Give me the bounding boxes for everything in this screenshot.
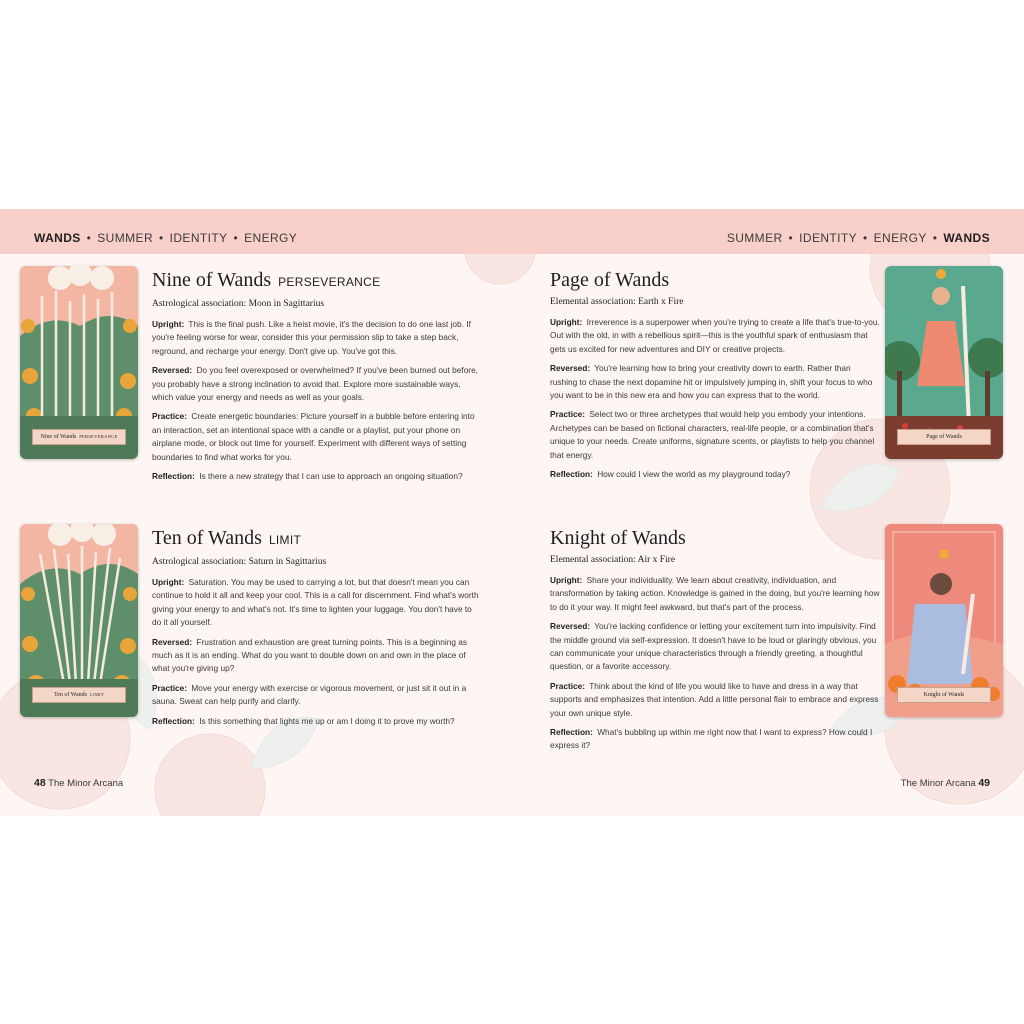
reflection-paragraph bbox=[550, 468, 880, 481]
page-footer-right bbox=[901, 777, 990, 789]
practice-label: Practice: bbox=[152, 411, 188, 422]
upright-text: This is the final push. Like a heist movie, it's the decision to do one last job. If you're feeling worse for wear, consider this your permission slip to take a step back, reground, and recharge your energy. Don't give up. You've got this. bbox=[152, 319, 471, 356]
book-spread bbox=[0, 209, 1024, 816]
upright-text: Share your individuality. We learn about creativity, individuation, and transformation by taking action. Knowledge is gained in the doing, but you're learning how to do it your way. It might feel awkward, but that's part of the process. bbox=[550, 575, 880, 612]
header-left-item: ENERGY bbox=[244, 231, 298, 245]
page-number: 48 bbox=[34, 777, 46, 789]
card-label-keyword: LIMIT bbox=[89, 692, 104, 697]
card-label bbox=[897, 429, 991, 445]
section-name: The Minor Arcana bbox=[48, 778, 124, 789]
practice-paragraph bbox=[152, 410, 482, 464]
association: Astrological association: Saturn in Sagittarius bbox=[152, 557, 327, 567]
card-image-knight-of-wands bbox=[885, 524, 1003, 717]
reversed-text: Do you feel overexposed or overwhelmed? If you've been burned out before, you probably have a strong inclination to avoid that. Explore more sustainable ways, which value your energy and needs as well as your goals. bbox=[152, 365, 478, 403]
section-name: The Minor Arcana bbox=[900, 778, 976, 789]
card-image-nine-of-wands bbox=[20, 266, 138, 459]
reversed-text: You're lacking confidence or letting your excitement turn into impulsivity. Find the middle ground via self-expression. It doesn't have to be loud or glaringly obvious, you can communicate your unique characteristics through a friendly greeting, a thoughtful question, or a favorite accessory. bbox=[550, 621, 877, 672]
card-image-page-of-wands bbox=[885, 266, 1003, 459]
practice-paragraph bbox=[550, 680, 880, 720]
association: Elemental association: Air x Fire bbox=[550, 555, 676, 565]
reversed-label: Reversed: bbox=[550, 363, 591, 374]
practice-paragraph bbox=[550, 408, 880, 462]
card-label-title: Page of Wands bbox=[926, 434, 962, 440]
reversed-paragraph bbox=[550, 620, 880, 674]
reversed-label: Reversed: bbox=[550, 621, 591, 632]
card-label bbox=[32, 687, 126, 703]
reversed-text: You're learning how to bring your creativity down to earth. Rather than rushing to chase the next dopamine hit or impulsively jumping in, shift your focus to who you want to be in this new era and how you can express that to the world. bbox=[550, 363, 873, 401]
header-left-item: SUMMER bbox=[97, 231, 154, 245]
entry-title bbox=[550, 268, 880, 292]
practice-label: Practice: bbox=[152, 682, 188, 693]
entry-title-text: Nine of Wands bbox=[152, 269, 272, 291]
header-right-item: SUMMER bbox=[726, 231, 783, 245]
card-label bbox=[897, 687, 991, 703]
entry-title-text: Page of Wands bbox=[550, 269, 670, 291]
entry-nine-of-wands bbox=[152, 268, 482, 489]
page-footer-left bbox=[34, 777, 123, 789]
association: Elemental association: Earth x Fire bbox=[550, 297, 684, 307]
upright-paragraph bbox=[152, 576, 482, 630]
reflection-paragraph bbox=[152, 715, 482, 728]
reversed-paragraph bbox=[152, 636, 482, 676]
practice-label: Practice: bbox=[550, 409, 586, 420]
entry-page-of-wands bbox=[550, 268, 880, 487]
page-number: 49 bbox=[978, 777, 990, 789]
header-right-item: WANDS bbox=[943, 231, 990, 245]
card-image-ten-of-wands bbox=[20, 524, 138, 717]
header-right-item: IDENTITY bbox=[799, 231, 858, 245]
upright-label: Upright: bbox=[550, 575, 583, 585]
reflection-paragraph bbox=[152, 470, 482, 483]
card-label-keyword: PERSEVERANCE bbox=[79, 434, 118, 439]
reflection-label: Reflection: bbox=[152, 715, 195, 726]
header-left-item: WANDS bbox=[34, 231, 81, 245]
card-label bbox=[32, 429, 126, 445]
header-right-breadcrumb: SUMMER • IDENTITY • ENERGY • WANDS bbox=[726, 231, 990, 245]
entry-keyword: PERSEVERANCE bbox=[278, 275, 381, 289]
card-label-title: Nine of Wands bbox=[40, 434, 77, 440]
reversed-paragraph bbox=[550, 362, 880, 402]
entry-title-text: Ten of Wands bbox=[152, 527, 262, 549]
upright-text: Irreverence is a superpower when you're trying to create a life that's true-to-you. Out with the old, in with a rebellious spirit—this is the youthful spark of enthusiasm that gets us excited for new adventures and DIY or creative projects. bbox=[550, 317, 880, 354]
entry-title bbox=[550, 526, 880, 550]
reflection-label: Reflection: bbox=[550, 469, 593, 480]
reflection-text: How could I view the world as my playground today? bbox=[597, 469, 791, 480]
card-label-title: Knight of Wands bbox=[923, 692, 965, 698]
upright-paragraph bbox=[550, 574, 880, 614]
reflection-paragraph bbox=[550, 726, 880, 753]
reversed-label: Reversed: bbox=[152, 365, 193, 376]
upright-paragraph bbox=[550, 316, 880, 356]
practice-text: Move your energy with exercise or vigorous movement, or just sit it out in a sauna. Sweat can help purify and clarify. bbox=[152, 682, 467, 707]
header-right-item: ENERGY bbox=[873, 231, 927, 245]
entry-title bbox=[152, 526, 482, 552]
practice-text: Think about the kind of life you would like to have and dress in a way that supports and emphasizes that intention. Add a little personal flair to embrace and express your own unique style. bbox=[550, 680, 879, 718]
header-left-item: IDENTITY bbox=[169, 231, 228, 245]
card-label-title: Ten of Wands bbox=[54, 692, 87, 698]
practice-text: Create energetic boundaries: Picture yourself in a bubble before entering into an interaction, set an intentional space with a candle or a playlist, put your phone on airplane mode, or block out time for yourself. Experiment with different ways of setting boundaries to find what works for you. bbox=[152, 411, 475, 462]
entry-ten-of-wands bbox=[152, 526, 482, 734]
reflection-label: Reflection: bbox=[550, 727, 593, 738]
reflection-text: Is there a new strategy that I can use to approach an ongoing situation? bbox=[199, 471, 463, 482]
reversed-text: Frustration and exhaustion are great turning points. This is a beginning as much as it is an ending. What do you want to double down on and own in the place of what you're giving up? bbox=[152, 636, 468, 674]
practice-paragraph bbox=[152, 682, 482, 709]
entry-title bbox=[152, 268, 482, 294]
reversed-label: Reversed: bbox=[152, 636, 193, 647]
upright-paragraph bbox=[152, 318, 482, 358]
upright-text: Saturation. You may be used to carrying a lot, but that doesn't mean you can continue to hold it all and keep your cool. This is a call for discernment. Find what's worth giving your energy to and what's not. It's time to lighten your luggage. You don't have to do it all yourself. bbox=[152, 577, 479, 628]
header-left-breadcrumb: WANDS • SUMMER • IDENTITY • ENERGY bbox=[34, 231, 298, 245]
upright-label: Upright: bbox=[152, 319, 185, 329]
reflection-text: Is this something that lights me up or am I doing it to prove my worth? bbox=[199, 715, 455, 726]
entry-knight-of-wands bbox=[550, 526, 880, 759]
entry-title-text: Knight of Wands bbox=[550, 527, 686, 549]
association: Astrological association: Moon in Sagittarius bbox=[152, 299, 325, 309]
practice-text: Select two or three archetypes that would help you embody your intentions. Archetypes can be based on fictional characters, real-life people, or a combination that's unique to your needs. Create uniforms, signature scents, or playlists to help you channel that energy. bbox=[550, 409, 875, 460]
reflection-label: Reflection: bbox=[152, 471, 195, 482]
upright-label: Upright: bbox=[550, 317, 583, 327]
practice-label: Practice: bbox=[550, 680, 586, 691]
reversed-paragraph bbox=[152, 364, 482, 404]
reflection-text: What's bubbling up within me right now that I want to express? How could I express it? bbox=[550, 727, 873, 751]
upright-label: Upright: bbox=[152, 577, 185, 587]
entry-keyword: LIMIT bbox=[268, 533, 302, 547]
